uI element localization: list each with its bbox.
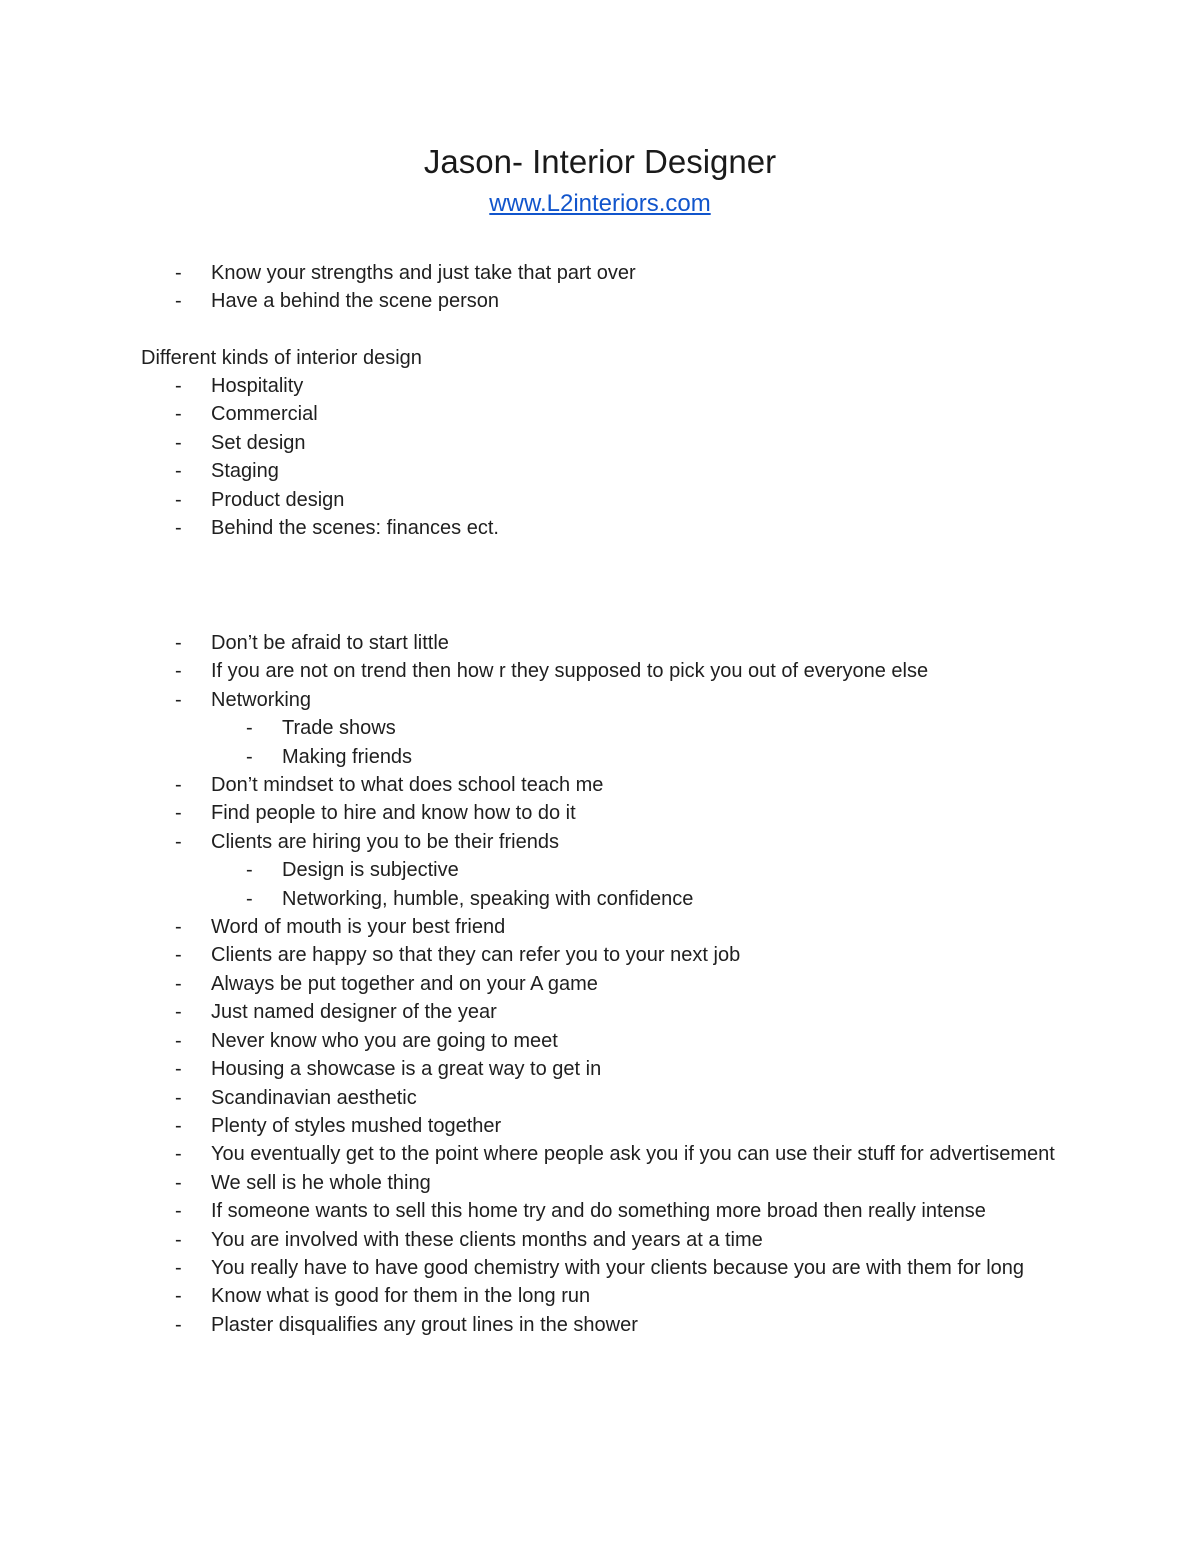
advice-item-text: Don’t be afraid to start little xyxy=(211,632,449,654)
list-item xyxy=(0,259,1061,287)
advice-item-text: Plenty of styles mushed together xyxy=(211,1114,502,1137)
list-item xyxy=(0,1282,1062,1310)
list-item xyxy=(0,1169,1062,1197)
advice-item-text: Find people to hire and know how to do it xyxy=(211,802,576,825)
dash-bullet: - xyxy=(175,517,182,540)
advice-item-text: Making friends xyxy=(282,745,413,768)
list-item xyxy=(0,287,1061,315)
dash-bullet: - xyxy=(175,1171,182,1194)
dash-bullet: - xyxy=(175,774,182,797)
dash-bullet: - xyxy=(175,802,182,825)
dash-bullet: - xyxy=(175,916,182,939)
dash-bullet: - xyxy=(175,375,182,397)
sub-list-item xyxy=(0,714,1062,742)
advice-item-text: Plaster disqualifies any grout lines in the shower xyxy=(211,1313,638,1336)
advice-item-text: Scandinavian aesthetic xyxy=(211,1086,417,1109)
advice-item-text: Never know who you are going to meet xyxy=(211,1029,558,1052)
list-item xyxy=(0,1027,1062,1055)
dash-bullet: - xyxy=(175,660,182,683)
list-item xyxy=(0,998,1062,1026)
list-item xyxy=(0,1140,1062,1168)
kind-item-text: Staging xyxy=(211,460,279,483)
dash-bullet: - xyxy=(175,830,182,853)
sub-list-item xyxy=(0,743,1062,771)
advice-item-text: You are involved with these clients months and years at a time xyxy=(211,1228,763,1251)
advice-item-text: Know what is good for them in the long run xyxy=(211,1285,591,1308)
dash-bullet: - xyxy=(246,887,253,910)
advice-item-text: Networking xyxy=(211,688,312,711)
advice-item-text: Clients are hiring you to be their friends xyxy=(211,830,559,853)
list-item xyxy=(0,771,1062,799)
kind-item-text: Commercial xyxy=(211,403,318,426)
advice-item-text: Design is subjective xyxy=(282,859,459,882)
dash-bullet: - xyxy=(175,488,182,511)
advice-item-text: If someone wants to sell this home try and do something more broad then really intense xyxy=(211,1200,986,1223)
advice-item-text: We sell is he whole thing xyxy=(211,1171,431,1194)
intro-item-text: Have a behind the scene person xyxy=(211,290,499,313)
kind-item-text: Hospitality xyxy=(211,375,304,397)
list-item xyxy=(0,372,1061,400)
intro-item-text: Know your strengths and just take that part over xyxy=(211,262,636,284)
dash-bullet: - xyxy=(175,1029,182,1052)
advice-item-text: Housing a showcase is a great way to get in xyxy=(211,1058,602,1081)
list-item xyxy=(0,1084,1062,1112)
sub-list-item xyxy=(0,856,1062,884)
dash-bullet: - xyxy=(246,859,253,882)
dash-bullet: - xyxy=(175,460,182,483)
advice-item-text: You eventually get to the point where people ask you if you can use their stuff for advertisement xyxy=(211,1143,1055,1166)
sub-list-item xyxy=(0,885,1062,913)
list-item xyxy=(0,970,1062,998)
website-link-container xyxy=(0,188,1200,220)
dash-bullet: - xyxy=(246,745,253,768)
dash-bullet: - xyxy=(175,1256,182,1279)
list-item xyxy=(0,941,1062,969)
website-link[interactable]: www.L2interiors.com xyxy=(489,190,711,217)
list-item xyxy=(0,1226,1062,1254)
dash-bullet: - xyxy=(175,972,182,995)
list-item xyxy=(0,799,1062,827)
dash-bullet: - xyxy=(175,1228,182,1251)
list-item xyxy=(0,1197,1062,1225)
dash-bullet: - xyxy=(175,1313,182,1336)
advice-list xyxy=(0,629,1062,1339)
dash-bullet: - xyxy=(175,632,182,654)
kind-item-text: Behind the scenes: finances ect. xyxy=(211,517,499,540)
advice-item-text: Trade shows xyxy=(282,717,396,740)
dash-bullet: - xyxy=(175,431,182,454)
list-item xyxy=(0,657,1062,685)
list-item xyxy=(0,400,1061,428)
advice-item-text: Word of mouth is your best friend xyxy=(211,916,506,939)
advice-item-text: Networking, humble, speaking with confidence xyxy=(282,887,694,910)
dash-bullet: - xyxy=(175,290,182,313)
list-item xyxy=(0,514,1061,542)
list-item xyxy=(0,486,1061,514)
intro-list xyxy=(0,259,1061,316)
dash-bullet: - xyxy=(175,1001,182,1024)
kind-item-text: Set design xyxy=(211,431,306,454)
list-item xyxy=(0,457,1061,485)
list-item xyxy=(0,1112,1062,1140)
document-title: Jason- Interior Designer xyxy=(423,143,777,180)
list-item xyxy=(0,913,1062,941)
dash-bullet: - xyxy=(175,1086,182,1109)
advice-item-text: You really have to have good chemistry with your clients because you are with them for long xyxy=(211,1256,1025,1279)
list-item xyxy=(0,1055,1062,1083)
dash-bullet: - xyxy=(175,403,182,426)
kinds-heading: Different kinds of interior design xyxy=(141,347,422,369)
dash-bullet: - xyxy=(175,1200,182,1223)
kind-item-text: Product design xyxy=(211,488,345,511)
dash-bullet: - xyxy=(175,944,182,967)
list-item xyxy=(0,1254,1062,1282)
advice-item-text: Don’t mindset to what does school teach me xyxy=(211,774,604,797)
advice-item-text: Clients are happy so that they can refer you to your next job xyxy=(211,944,741,967)
kinds-list xyxy=(0,372,1061,542)
dash-bullet: - xyxy=(246,717,253,740)
list-item xyxy=(0,429,1061,457)
list-item xyxy=(0,629,1062,657)
advice-item-text: If you are not on trend then how r they supposed to pick you out of everyone else xyxy=(211,660,929,683)
dash-bullet: - xyxy=(175,1143,182,1166)
dash-bullet: - xyxy=(175,1114,182,1137)
list-item xyxy=(0,686,1062,714)
dash-bullet: - xyxy=(175,1285,182,1308)
list-item xyxy=(0,828,1062,856)
list-item xyxy=(0,1311,1062,1339)
dash-bullet: - xyxy=(175,688,182,711)
advice-item-text: Always be put together and on your A game xyxy=(211,972,598,995)
dash-bullet: - xyxy=(175,262,182,284)
dash-bullet: - xyxy=(175,1058,182,1081)
advice-item-text: Just named designer of the year xyxy=(211,1001,497,1024)
